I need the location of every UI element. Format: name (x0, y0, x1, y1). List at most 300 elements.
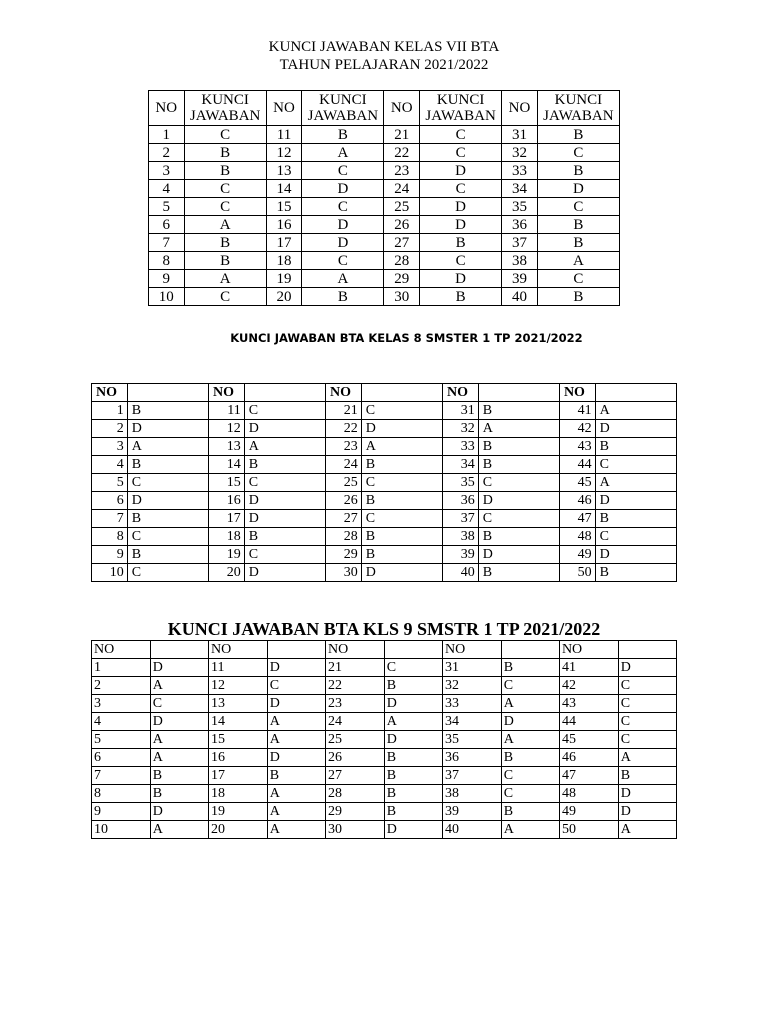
answer-cell: C (361, 474, 442, 492)
header-jawaban: JAWABAN (307, 108, 379, 124)
question-number-cell: 28 (325, 785, 384, 803)
question-number-cell: 29 (325, 546, 361, 564)
answer-cell: C (595, 528, 676, 546)
answer-cell: A (244, 438, 325, 456)
question-number-cell: 23 (384, 162, 420, 180)
answer-cell: C (244, 474, 325, 492)
answer-cell: A (537, 252, 619, 270)
header-no: NO (384, 91, 420, 126)
table-row (92, 456, 677, 474)
answer-cell: A (302, 270, 384, 288)
table-row (149, 162, 620, 180)
question-number-cell: 11 (266, 126, 302, 144)
header-no: NO (559, 384, 595, 402)
question-number-cell: 3 (92, 438, 128, 456)
question-number-cell: 31 (442, 402, 478, 420)
answer-cell: B (478, 528, 559, 546)
question-number-cell: 19 (208, 803, 267, 821)
answer-cell: D (150, 803, 208, 821)
answer-cell: D (501, 713, 559, 731)
header-blank (361, 384, 442, 402)
question-number-cell: 45 (559, 731, 618, 749)
table-row (92, 803, 677, 821)
question-number-cell: 47 (559, 767, 618, 785)
table-row (92, 528, 677, 546)
question-number-cell: 20 (208, 564, 244, 582)
question-number-cell: 14 (266, 180, 302, 198)
answer-cell: C (127, 528, 208, 546)
question-number-cell: 30 (384, 288, 420, 306)
question-number-cell: 1 (92, 659, 151, 677)
answer-cell: D (478, 546, 559, 564)
question-number-cell: 15 (208, 474, 244, 492)
table-body (92, 659, 677, 839)
question-number-cell: 35 (442, 731, 501, 749)
question-number-cell: 38 (442, 528, 478, 546)
question-number-cell: 37 (442, 767, 501, 785)
question-number-cell: 12 (208, 677, 267, 695)
question-number-cell: 18 (208, 528, 244, 546)
question-number-cell: 36 (442, 492, 478, 510)
answer-cell: C (501, 677, 559, 695)
question-number-cell: 20 (266, 288, 302, 306)
answer-cell: B (127, 402, 208, 420)
question-number-cell: 7 (92, 767, 151, 785)
question-number-cell: 17 (266, 234, 302, 252)
answer-cell: B (595, 510, 676, 528)
table-row (92, 510, 677, 528)
answer-cell: C (419, 180, 501, 198)
answer-cell: C (361, 510, 442, 528)
table-row (92, 492, 677, 510)
question-number-cell: 10 (149, 288, 185, 306)
answer-cell: D (618, 803, 676, 821)
question-number-cell: 19 (266, 270, 302, 288)
answer-cell: C (419, 252, 501, 270)
question-number-cell: 2 (92, 420, 128, 438)
question-number-cell: 13 (266, 162, 302, 180)
question-number-cell: 2 (149, 144, 185, 162)
question-number-cell: 33 (442, 438, 478, 456)
section1-title-line2: TAHUN PELAJARAN 2021/2022 (279, 57, 489, 73)
question-number-cell: 36 (442, 749, 501, 767)
table-row (149, 234, 620, 252)
table-row (149, 252, 620, 270)
question-number-cell: 43 (559, 438, 595, 456)
answer-cell: C (302, 252, 384, 270)
answer-cell: C (244, 546, 325, 564)
question-number-cell: 32 (442, 677, 501, 695)
answer-cell: A (267, 713, 325, 731)
answer-cell: B (501, 749, 559, 767)
answer-cell: B (478, 564, 559, 582)
question-number-cell: 3 (92, 695, 151, 713)
answer-cell: B (478, 456, 559, 474)
question-number-cell: 49 (559, 546, 595, 564)
answer-cell: C (150, 695, 208, 713)
answer-cell: B (127, 510, 208, 528)
table-row (149, 198, 620, 216)
table-row (92, 695, 677, 713)
question-number-cell: 36 (502, 216, 538, 234)
question-number-cell: 25 (384, 198, 420, 216)
table-row (92, 564, 677, 582)
answer-cell: D (244, 564, 325, 582)
question-number-cell: 20 (208, 821, 267, 839)
question-number-cell: 37 (502, 234, 538, 252)
question-number-cell: 39 (442, 803, 501, 821)
question-number-cell: 33 (502, 162, 538, 180)
answer-cell: B (127, 546, 208, 564)
question-number-cell: 26 (325, 492, 361, 510)
question-number-cell: 41 (559, 659, 618, 677)
table-row (92, 546, 677, 564)
question-number-cell: 21 (325, 659, 384, 677)
answer-cell: A (184, 270, 266, 288)
answer-cell: D (419, 216, 501, 234)
answer-cell: D (267, 749, 325, 767)
table-row (92, 785, 677, 803)
answer-cell: D (478, 492, 559, 510)
answer-cell: D (618, 659, 676, 677)
table-row (92, 767, 677, 785)
question-number-cell: 8 (149, 252, 185, 270)
question-number-cell: 35 (442, 474, 478, 492)
question-number-cell: 3 (149, 162, 185, 180)
answer-cell: B (267, 767, 325, 785)
question-number-cell: 43 (559, 695, 618, 713)
header-blank (127, 384, 208, 402)
answer-cell: C (302, 162, 384, 180)
table-row (92, 402, 677, 420)
question-number-cell: 39 (502, 270, 538, 288)
table-row (92, 659, 677, 677)
answer-cell: C (184, 198, 266, 216)
header-no: NO (325, 384, 361, 402)
question-number-cell: 40 (442, 564, 478, 582)
header-no: NO (92, 641, 151, 659)
question-number-cell: 42 (559, 420, 595, 438)
answer-cell: A (501, 695, 559, 713)
header-blank (244, 384, 325, 402)
question-number-cell: 28 (325, 528, 361, 546)
question-number-cell: 1 (92, 402, 128, 420)
answer-cell: D (595, 420, 676, 438)
answer-cell: C (618, 731, 676, 749)
answer-cell: C (537, 198, 619, 216)
header-no: NO (442, 641, 501, 659)
answer-cell: B (595, 564, 676, 582)
header-blank (478, 384, 559, 402)
question-number-cell: 5 (92, 474, 128, 492)
question-number-cell: 11 (208, 659, 267, 677)
answer-cell: A (267, 821, 325, 839)
answer-cell: A (150, 731, 208, 749)
answer-cell: B (184, 144, 266, 162)
answer-cell: C (384, 659, 442, 677)
answer-cell: D (127, 420, 208, 438)
answer-cell: A (267, 785, 325, 803)
answer-cell: A (618, 749, 676, 767)
answer-cell: B (595, 438, 676, 456)
answer-cell: D (419, 198, 501, 216)
question-number-cell: 26 (325, 749, 384, 767)
answer-cell: C (127, 474, 208, 492)
answer-cell: B (384, 749, 442, 767)
answer-cell: B (302, 288, 384, 306)
answer-cell: D (361, 420, 442, 438)
question-number-cell: 46 (559, 749, 618, 767)
answer-cell: C (595, 456, 676, 474)
question-number-cell: 10 (92, 564, 128, 582)
answer-cell: C (419, 126, 501, 144)
header-jawaban: JAWABAN (425, 108, 496, 124)
answer-cell: A (150, 821, 208, 839)
question-number-cell: 22 (384, 144, 420, 162)
question-number-cell: 35 (502, 198, 538, 216)
header-no: NO (208, 641, 267, 659)
table-row (92, 749, 677, 767)
answer-cell: B (302, 126, 384, 144)
question-number-cell: 24 (384, 180, 420, 198)
answer-cell: B (127, 456, 208, 474)
answer-cell: A (384, 713, 442, 731)
question-number-cell: 40 (502, 288, 538, 306)
answer-cell: B (384, 677, 442, 695)
header-no: NO (149, 91, 185, 126)
answer-cell: D (302, 180, 384, 198)
answer-cell: A (501, 731, 559, 749)
table-row (92, 821, 677, 839)
question-number-cell: 29 (325, 803, 384, 821)
table-header-row (149, 91, 620, 126)
question-number-cell: 47 (559, 510, 595, 528)
question-number-cell: 29 (384, 270, 420, 288)
answer-cell: B (361, 528, 442, 546)
answer-cell: D (361, 564, 442, 582)
answer-cell: D (618, 785, 676, 803)
answer-cell: A (361, 438, 442, 456)
question-number-cell: 9 (92, 546, 128, 564)
question-number-cell: 34 (442, 456, 478, 474)
question-number-cell: 50 (559, 821, 618, 839)
table-row (92, 474, 677, 492)
question-number-cell: 6 (92, 492, 128, 510)
answer-cell: B (618, 767, 676, 785)
question-number-cell: 10 (92, 821, 151, 839)
answer-cell: B (384, 767, 442, 785)
header-kunci: KUNCI (436, 92, 485, 108)
question-number-cell: 26 (384, 216, 420, 234)
answer-cell: C (478, 474, 559, 492)
question-number-cell: 21 (384, 126, 420, 144)
question-number-cell: 16 (266, 216, 302, 234)
table-row (149, 270, 620, 288)
table-row (149, 126, 620, 144)
header-kunci-jawaban (419, 91, 501, 126)
question-number-cell: 48 (559, 528, 595, 546)
answer-cell: C (618, 677, 676, 695)
question-number-cell: 42 (559, 677, 618, 695)
question-number-cell: 8 (92, 528, 128, 546)
question-number-cell: 17 (208, 510, 244, 528)
question-number-cell: 25 (325, 731, 384, 749)
question-number-cell: 21 (325, 402, 361, 420)
table-row (92, 713, 677, 731)
header-blank (618, 641, 676, 659)
header-blank (595, 384, 676, 402)
header-blank (384, 641, 442, 659)
question-number-cell: 22 (325, 677, 384, 695)
answer-cell: D (302, 234, 384, 252)
header-kunci-jawaban (537, 91, 619, 126)
answer-cell: D (419, 162, 501, 180)
answer-cell: C (184, 288, 266, 306)
answer-cell: A (501, 821, 559, 839)
question-number-cell: 7 (92, 510, 128, 528)
answer-cell: B (184, 162, 266, 180)
answer-cell: B (184, 252, 266, 270)
answer-key-table-kelas-9 (91, 640, 677, 839)
answer-cell: A (127, 438, 208, 456)
question-number-cell: 32 (442, 420, 478, 438)
section2-title: KUNCI JAWABAN BTA KELAS 8 SMSTER 1 TP 2021/2022 (230, 331, 583, 345)
table-row (149, 216, 620, 234)
question-number-cell: 1 (149, 126, 185, 144)
table-row (92, 438, 677, 456)
question-number-cell: 31 (442, 659, 501, 677)
question-number-cell: 33 (442, 695, 501, 713)
answer-cell: D (537, 180, 619, 198)
answer-cell: D (302, 216, 384, 234)
answer-cell: C (267, 677, 325, 695)
question-number-cell: 11 (208, 402, 244, 420)
question-number-cell: 41 (559, 402, 595, 420)
question-number-cell: 18 (266, 252, 302, 270)
question-number-cell: 34 (442, 713, 501, 731)
answer-cell: B (537, 126, 619, 144)
header-no: NO (208, 384, 244, 402)
answer-cell: C (537, 144, 619, 162)
header-kunci: KUNCI (554, 92, 603, 108)
answer-cell: C (184, 180, 266, 198)
answer-cell: B (384, 785, 442, 803)
question-number-cell: 4 (149, 180, 185, 198)
question-number-cell: 24 (325, 456, 361, 474)
question-number-cell: 7 (149, 234, 185, 252)
question-number-cell: 6 (92, 749, 151, 767)
header-blank (501, 641, 559, 659)
answer-cell: A (595, 402, 676, 420)
answer-cell: B (361, 456, 442, 474)
table-row (92, 420, 677, 438)
table-header-row (92, 641, 677, 659)
header-kunci: KUNCI (201, 92, 249, 108)
question-number-cell: 50 (559, 564, 595, 582)
table-body (149, 126, 620, 306)
answer-cell: D (384, 821, 442, 839)
answer-cell: D (244, 492, 325, 510)
question-number-cell: 4 (92, 456, 128, 474)
table-row (149, 288, 620, 306)
question-number-cell: 16 (208, 492, 244, 510)
question-number-cell: 27 (325, 510, 361, 528)
question-number-cell: 27 (325, 767, 384, 785)
header-jawaban: JAWABAN (189, 108, 261, 124)
question-number-cell: 46 (559, 492, 595, 510)
answer-cell: D (595, 546, 676, 564)
question-number-cell: 8 (92, 785, 151, 803)
question-number-cell: 9 (92, 803, 151, 821)
answer-cell: A (150, 677, 208, 695)
header-blank (267, 641, 325, 659)
header-no: NO (266, 91, 302, 126)
question-number-cell: 2 (92, 677, 151, 695)
question-number-cell: 22 (325, 420, 361, 438)
answer-cell: B (537, 162, 619, 180)
header-kunci-jawaban (302, 91, 384, 126)
question-number-cell: 45 (559, 474, 595, 492)
answer-cell: B (537, 234, 619, 252)
table-body (92, 402, 677, 582)
answer-cell: C (419, 144, 501, 162)
answer-cell: A (478, 420, 559, 438)
answer-cell: A (150, 749, 208, 767)
question-number-cell: 5 (149, 198, 185, 216)
answer-cell: C (184, 126, 266, 144)
section3-title: KUNCI JAWABAN BTA KLS 9 SMSTR 1 TP 2021/2022 (167, 619, 601, 639)
answer-cell: B (419, 234, 501, 252)
question-number-cell: 23 (325, 695, 384, 713)
question-number-cell: 5 (92, 731, 151, 749)
section1-title (0, 38, 768, 74)
question-number-cell: 44 (559, 456, 595, 474)
question-number-cell: 27 (384, 234, 420, 252)
question-number-cell: 25 (325, 474, 361, 492)
answer-cell: C (244, 402, 325, 420)
answer-cell: A (267, 731, 325, 749)
question-number-cell: 30 (325, 821, 384, 839)
table-row (92, 677, 677, 695)
question-number-cell: 38 (442, 785, 501, 803)
answer-cell: B (150, 785, 208, 803)
question-number-cell: 4 (92, 713, 151, 731)
answer-cell: D (595, 492, 676, 510)
question-number-cell: 15 (266, 198, 302, 216)
question-number-cell: 13 (208, 438, 244, 456)
answer-cell: A (184, 216, 266, 234)
question-number-cell: 17 (208, 767, 267, 785)
header-jawaban: JAWABAN (543, 108, 614, 124)
answer-cell: A (595, 474, 676, 492)
answer-cell: D (244, 420, 325, 438)
header-kunci-jawaban (184, 91, 266, 126)
answer-cell: D (419, 270, 501, 288)
question-number-cell: 19 (208, 546, 244, 564)
section1-title-line1: KUNCI JAWABAN KELAS VII BTA (268, 39, 500, 55)
question-number-cell: 32 (502, 144, 538, 162)
answer-cell: A (618, 821, 676, 839)
header-no: NO (502, 91, 538, 126)
answer-cell: B (537, 216, 619, 234)
header-blank (150, 641, 208, 659)
answer-cell: C (501, 785, 559, 803)
answer-cell: D (384, 695, 442, 713)
question-number-cell: 14 (208, 713, 267, 731)
answer-cell: C (478, 510, 559, 528)
question-number-cell: 18 (208, 785, 267, 803)
answer-cell: B (478, 402, 559, 420)
